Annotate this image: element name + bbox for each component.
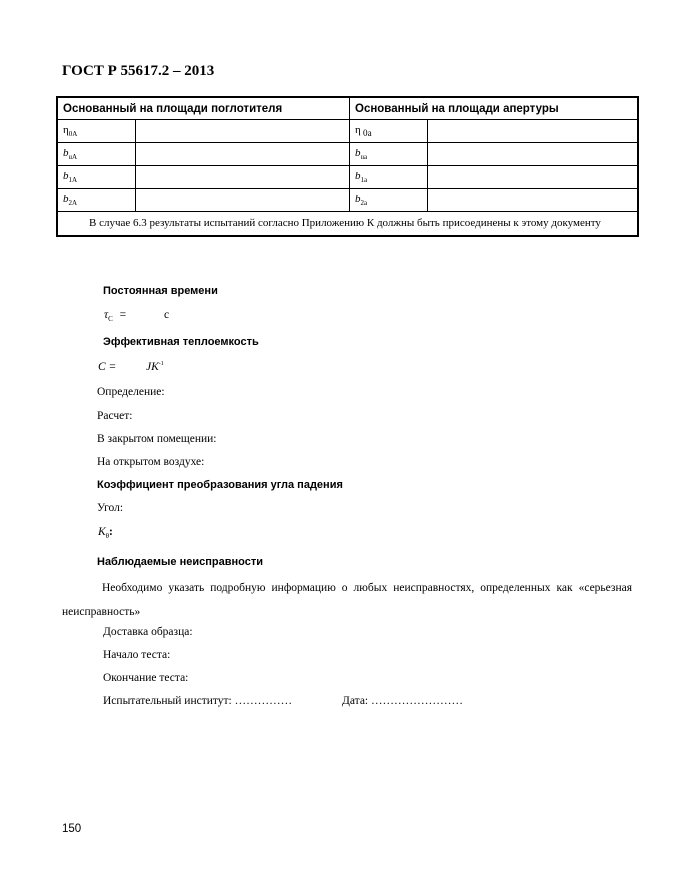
- page-number: 150: [62, 823, 82, 835]
- table-note-row: [57, 212, 638, 237]
- symbol-cell: [350, 120, 428, 143]
- column-header-absorber: Основанный на площади поглотителя: [57, 97, 350, 120]
- symbol-base: b: [355, 146, 361, 159]
- symbol-cell: [350, 189, 428, 212]
- symbol-subscript: 1a: [360, 176, 368, 185]
- column-header-aperture: Основанный на площади апертуры: [350, 97, 639, 120]
- faults-paragraph: Необходимо указать подробную информацию о любых неисправностях, определенных как «серьезная неисправность»: [62, 582, 632, 618]
- symbol-subscript: 1A: [68, 176, 78, 185]
- indoor-label: В закрытом помещении:: [97, 433, 217, 445]
- symbol-base: b: [355, 169, 361, 182]
- table-row: [57, 189, 638, 212]
- k-symbol: K: [98, 526, 106, 538]
- symbol-cell: [57, 189, 136, 212]
- iam-symbol: [98, 526, 113, 540]
- symbol-subscript: uA: [68, 153, 78, 162]
- institute-label: Испытательный институт: ……………: [103, 695, 293, 707]
- document-header: ГОСТ Р 55617.2 – 2013: [62, 63, 215, 79]
- symbol-subscript: ua: [360, 153, 368, 162]
- value-cell[interactable]: [136, 143, 350, 166]
- faults-heading: Наблюдаемые неисправности: [97, 556, 263, 568]
- symbol-base: b: [63, 146, 69, 159]
- time-constant-unit: с: [164, 309, 170, 321]
- heat-capacity-symbol: C =: [98, 361, 117, 373]
- value-cell[interactable]: [428, 120, 639, 143]
- value-cell[interactable]: [428, 166, 639, 189]
- symbol-subscript: 0A: [68, 130, 78, 139]
- date-label: Дата: ……………………: [342, 695, 463, 707]
- unit-superscript: -1: [158, 361, 164, 367]
- sample-delivery-label: Доставка образца:: [103, 626, 193, 638]
- heat-capacity-unit: [146, 361, 164, 373]
- symbol-cell: [57, 166, 136, 189]
- table-header-row: [57, 97, 638, 120]
- symbol-subscript: 2a: [360, 199, 368, 208]
- symbol-subscript: 0a: [360, 128, 372, 139]
- outdoor-label: На открытом воздухе:: [97, 456, 205, 468]
- symbol-base: η: [63, 123, 69, 136]
- calculation-label: Расчет:: [97, 410, 133, 422]
- value-cell[interactable]: [136, 189, 350, 212]
- symbol-base: b: [63, 169, 69, 182]
- time-constant-heading: Постоянная времени: [103, 285, 218, 297]
- value-cell[interactable]: [136, 166, 350, 189]
- table-note-text: В случае 6.3 результаты испытаний согласно Приложению К должны быть присоединены к этому документу: [89, 217, 601, 229]
- k-subscript: θ: [105, 532, 110, 540]
- test-end-label: Окончание теста:: [103, 672, 189, 684]
- definition-label: Определение:: [97, 386, 165, 398]
- symbol-cell: [350, 166, 428, 189]
- tau-symbol: τ: [104, 309, 109, 321]
- table-row: [57, 120, 638, 143]
- heat-capacity-heading: Эффективная теплоемкость: [103, 336, 259, 348]
- unit-text: JK: [146, 361, 159, 373]
- symbol-subscript: 2A: [68, 199, 78, 208]
- angle-label: Угол:: [97, 502, 124, 514]
- symbol-cell: [57, 120, 136, 143]
- parameters-table: [56, 96, 639, 237]
- time-constant-formula: [104, 309, 126, 323]
- symbol-base: b: [355, 192, 361, 205]
- test-start-label: Начало теста:: [103, 649, 171, 661]
- value-cell[interactable]: [428, 143, 639, 166]
- iam-heading: Коэффициент преобразования угла падения: [97, 479, 343, 491]
- value-cell[interactable]: [136, 120, 350, 143]
- symbol-cell: [350, 143, 428, 166]
- colon: :: [109, 526, 113, 538]
- table-note: [57, 212, 638, 237]
- tau-subscript: C: [108, 315, 113, 323]
- value-cell[interactable]: [428, 189, 639, 212]
- symbol-base: b: [63, 192, 69, 205]
- table-row: [57, 166, 638, 189]
- symbol-cell: [57, 143, 136, 166]
- equals-sign: =: [119, 309, 127, 321]
- symbol-base: η: [355, 123, 361, 136]
- table-row: [57, 143, 638, 166]
